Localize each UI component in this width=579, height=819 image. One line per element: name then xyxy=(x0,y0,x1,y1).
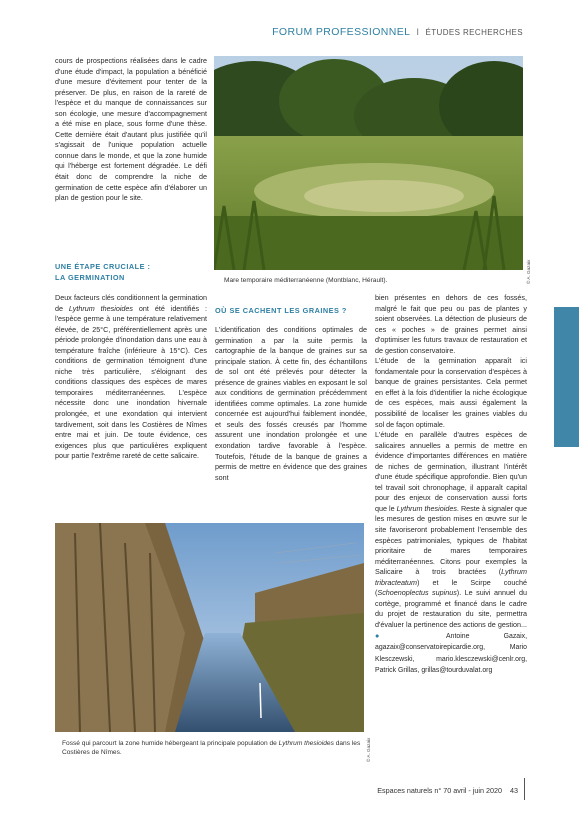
paragraph-germination-study: L'étude de la germination apparaît ici fondamentale pour la conservation d'espèces à banque de graines persistantes. Cela permet en effet à la fois d'identifier la niche écologique de ces espèces, mais aussi également la possibilité de localiser les graines viables du sol de façon optimale. xyxy=(375,356,527,429)
header-subsection: ÉTUDES RECHERCHES xyxy=(425,28,523,37)
photo-caption-pond: Mare temporaire méditerranéenne (Montblanc, Hérault). xyxy=(224,277,388,284)
column1-bottom-text xyxy=(55,293,207,462)
page-footer xyxy=(377,786,518,795)
column2-text xyxy=(215,305,367,483)
column3-text xyxy=(375,293,527,677)
header-section: FORUM PROFESSIONNEL xyxy=(272,26,411,38)
photo-temporary-pond xyxy=(214,56,523,270)
page-number: 43 xyxy=(510,786,518,795)
species-name: Lythrum tribracteatum xyxy=(375,567,527,587)
column1-top-text xyxy=(55,56,207,204)
paragraph-seed-bank: L'identification des conditions optimales de germination a par la suite permis la cartographie de la banque de graines sur sa principale station. À cette fin, des échantillons de sol ont été prélevés pour détecter la présence de graines viables en exposant le sol aux conditions de germination précédemment identifiées comme optimales. La zone humide concernée est aujourd'hui faiblement inondée, et seuls des fossés creusés par l'homme assurent une inondation prolongée et une exondation tardive favorable à l'espèce. Toutefois, l'étude de la banque de graines a permis de mettre en évidence que des graines sont xyxy=(215,325,367,482)
section-heading-line2: LA GERMINATION xyxy=(55,272,125,282)
section-heading-seeds: OÙ SE CACHENT LES GRAINES ? xyxy=(215,306,347,315)
species-name: Lythrum thesioides xyxy=(396,503,457,513)
footer-divider xyxy=(524,778,525,800)
photo-ditch xyxy=(55,523,364,732)
page-header xyxy=(272,26,523,38)
section-heading-germination xyxy=(55,262,205,283)
photo-credit-pond: © A. Gazaix xyxy=(526,259,531,284)
species-name: Lythrum thesioides xyxy=(68,303,134,313)
paragraph-other-species: L'étude en parallèle d'autres espèces de salicaires annuelles a permis de mettre en évidence d'importantes différences en matière de niches de germination, illustrant l'intérêt d'une étude spécifique approfondie. Bien qu'un tel travail soit chronophage, il apparaît capital pour des enjeux de conservation aussi forts que le Lythrum thesioides. Reste à signaler que les mesures de gestion mises en œuvre sur le site favoriseront probablement l'ensemble des espèces patrimoniales, typiques de l'habitat prioritaire de mares temporaires méditerranéennes. Citons pour exemples la Salicaire à trois bractées (Lythrum tribracteatum) et le Scirpe couché (Schoenoplectus supinus). Le suivi annuel du cortège, programmé et financé dans le cadre du projet de restauration du site, permettra d'évaluer la pertinence des actions de gestion... ● Antoine Gazaix, agazaix@conservatoirepicardie.org, Mario Klesczewski, mario.klesczewski@cenlr.org, Patrick Grillas, grillas@tourduvalat.org xyxy=(375,430,528,675)
paragraph-seed-pockets: bien présentes en dehors de ces fossés, malgré le fait que peu ou pas de plantes y soient observées. La détection de plusieurs de ces « poches » de graines permet ainsi d'optimiser les futurs travaux de restauration et de gestion conservatoire. xyxy=(375,293,527,355)
paragraph-germination: Deux facteurs clés conditionnent la germination de Lythrum thesioides ont été identifiés : l'espèce germe à une température relativement élevée, de 25°C, préférentiellement après une période prolongée d'inondation dans une eau à température fraîche (inférieure à 15°C). Ces conditions de germination témoignent d'une niche très particulière, s'éloignant des conditions classiques des espèces de mares temporaires méditerranéennes. L'espèce nécessite donc une inondation hivernale prolongée, et une exondation qui intervient tardivement, soit dans les Costières de Nîmes entre mai et juin. De toute évidence, ces exigences plus que particulières expliquent pour partie l'extrême rareté de cette salicaire. xyxy=(55,293,207,461)
photo-credit-ditch: © A. Gazaix xyxy=(366,737,371,762)
species-name: Lythrum thesioides xyxy=(278,740,334,747)
author-contacts: Antoine Gazaix, agazaix@conservatoirepicardie.org, Mario Klesczewski, mario.klesczewski@cenlr.org, Patrick Grillas, grillas@tourduvalat.org xyxy=(375,632,528,675)
issue-info: Espaces naturels n° 70 avril - juin 2020 xyxy=(377,786,502,795)
paragraph-intro: cours de prospections réalisées dans le cadre d'une étude d'impact, la population a bénéficié d'une mesure d'évitement pour tenter de la préserver. De plus, en raison de la rareté de l'espèce et du manque de connaissances sur son écologie, une mesure d'accompagnement a été mise en place, sous forme d'une thèse. Cette dernière était d'autant plus justifiée qu'il s'agissait de l'unique population actuelle connue dans le monde, et que la zone humide qui l'héberge est fortement dégradée. Le défi était donc de comprendre la niche de germination de cette espèce afin d'élaborer un plan de gestion pour le site. xyxy=(55,56,207,203)
species-name: Schoenoplectus supinus xyxy=(377,588,457,598)
side-color-tab xyxy=(554,307,579,447)
header-separator: I xyxy=(416,27,420,38)
photo-caption-ditch: Fossé qui parcourt la zone humide hébergeant la principale population de Lythrum thesioides dans les Costières de Nîmes. xyxy=(62,740,361,756)
section-heading-line1: UNE ÉTAPE CRUCIALE : xyxy=(55,262,151,271)
end-bullet: ● xyxy=(375,630,412,640)
